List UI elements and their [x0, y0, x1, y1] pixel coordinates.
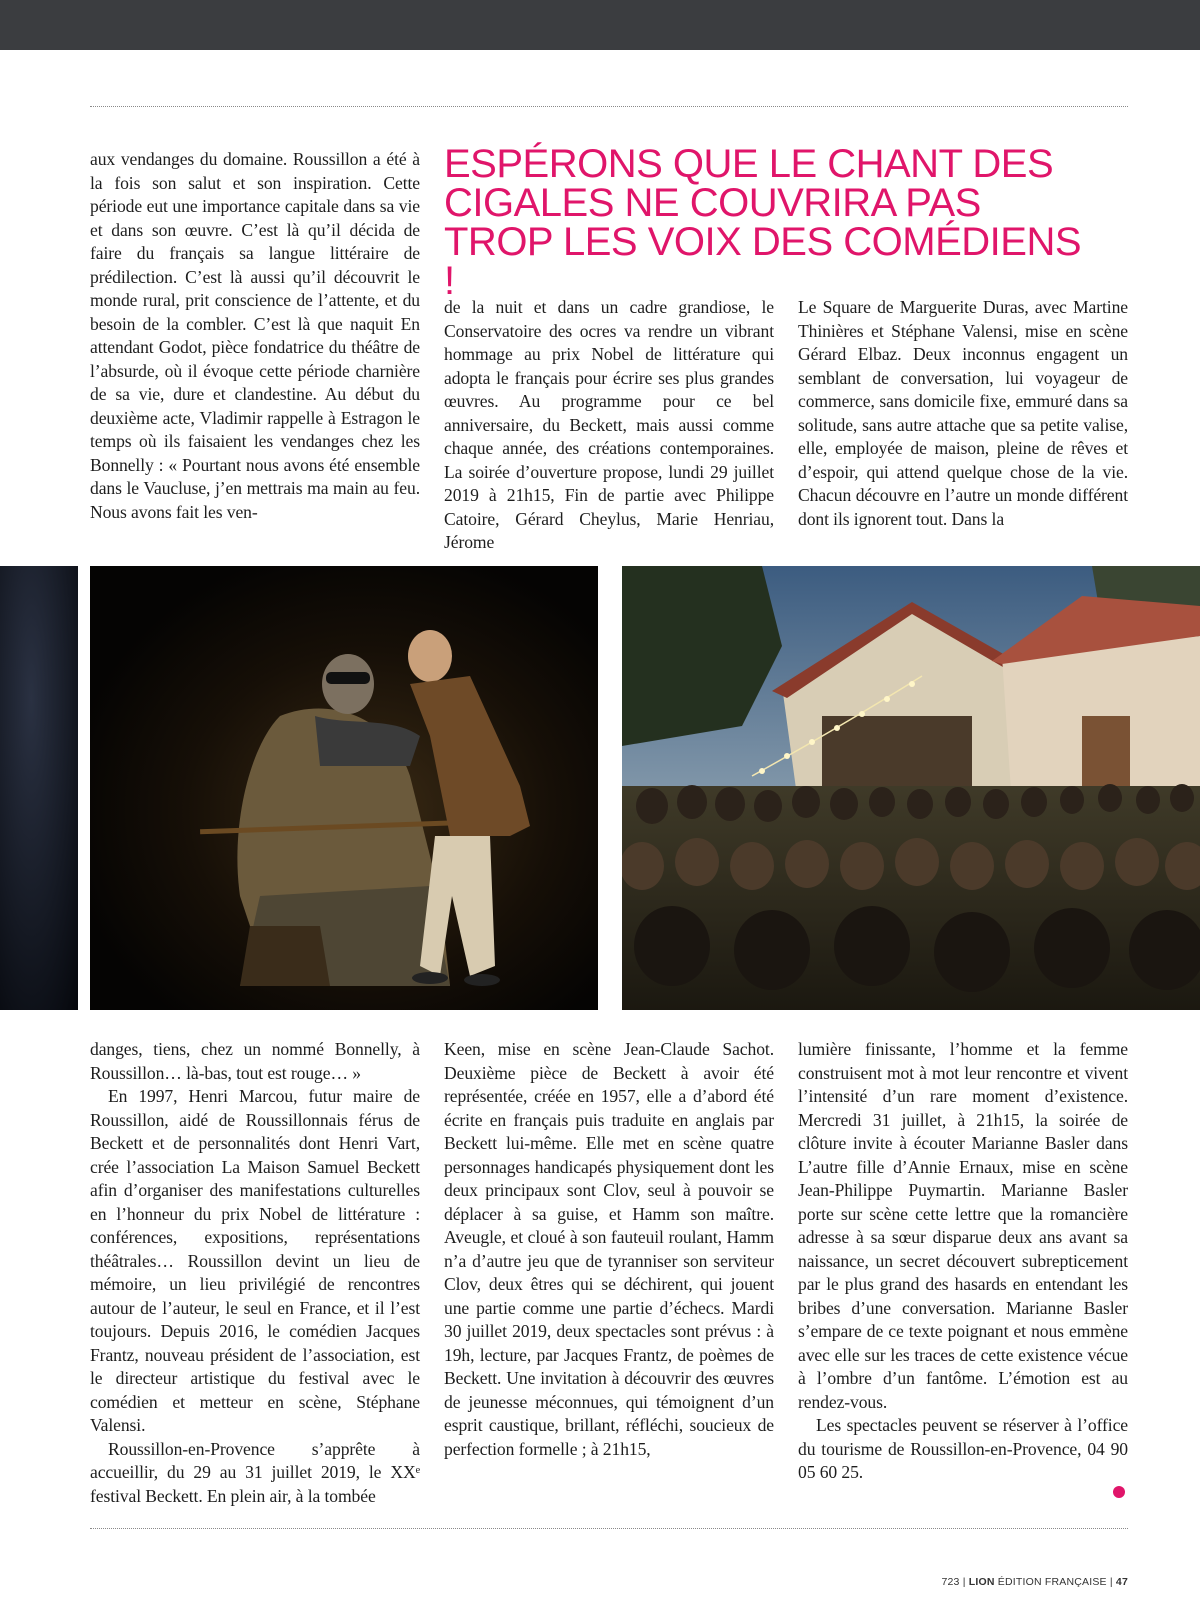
photo-edge-left [0, 566, 78, 1010]
photo-stage-performance [90, 566, 598, 1010]
bottom-divider [90, 1528, 1128, 1529]
page-number: 47 [1115, 1576, 1128, 1588]
paragraph: Keen, mise en scène Jean-Claude Sachot. Deuxième pièce de Beckett à avoir été représentée, créée en 1957, elle a d’abord été écrite en français puis traduite en anglais par Beckett lui-même. Elle met en scène quatre personnages handicapés physiquement dont les deux principaux sont Clov, seul à pouvoir se déplacer à sa guise, et Hamm son maître. Aveugle, et cloué à son fauteuil roulant, Hamm n’a d’autre jeu que de tyranniser son serviteur Clov, deux êtres qui se déchirent, qui jouent une partie comme une partie d’échecs. Mardi 30 juillet 2019, deux spectacles sont prévus : à 19h, lecture, par Jacques Frantz, de poèmes de Beckett. Une invitation à découvrir des œuvres de jeunesse méconnues, qui témoignent d’un esprit caustique, brillant, réfléchi, soucieux de perfection formelle ; à 21h15, [444, 1039, 774, 1459]
article-column-3-top [798, 296, 1128, 531]
top-bar [0, 0, 1200, 50]
paragraph: danges, tiens, chez un nommé Bonnelly, à Roussillon… là-bas, tout est rouge… » [90, 1039, 420, 1083]
paragraph: Le Square de Marguerite Duras, avec Martine Thinières et Stéphane Valensi, mise en scène Gérard Elbaz. Deux inconnus engagent un semblant de conversation, lui voyageur de commerce, sans domicile fixe, emmuré dans sa solitude, sans autre attache que sa petite valise, elle, employée de maison, pleine de rêves et d’espoir, qui attend quelque chose de la vie. Chacun découvre en l’autre un monde différent dont ils ignorent tout. Dans la [798, 297, 1128, 529]
article-column-2-top [444, 296, 774, 555]
paragraph: En 1997, Henri Marcou, futur maire de Roussillon, aidé de Roussillonnais férus de Beckett et de personnalités dont Henri Vart, crée l’association La Maison Samuel Beckett afin d’organiser des manifestations culturelles en l’honneur du prix Nobel de littérature : conférences, expositions, représentations théâtrales… Roussillon devint un lieu de mémoire, un lieu privilégié de rencontres autour de l’auteur, le seul en France, et il l’est toujours. Depuis 2016, le comédien Jacques Frantz, nouveau président de l’association, est le directeur artistique du festival avec le comédien et metteur en scène, Stéphane Valensi. [90, 1086, 420, 1435]
article-column-1-bottom [90, 1038, 420, 1508]
article-column-1-top [90, 148, 420, 524]
paragraph: Roussillon-en-Provence s’apprête à accueillir, du 29 au 31 juillet 2019, le XXᵉ festival Beckett. En plein air, à la tombée [90, 1438, 420, 1506]
end-of-article-dot [1113, 1486, 1125, 1498]
magazine-name: LION [968, 1576, 995, 1588]
pull-quote-headline: ESPÉRONS QUE LE CHANT DES CIGALES NE COUVRIRA PAS TROP LES VOIX DES COMÉDIENS ! [444, 142, 1082, 303]
article-column-2-bottom [444, 1038, 774, 1461]
issue-number: 723 | [941, 1576, 969, 1588]
photo-outdoor-audience [622, 566, 1200, 1010]
paragraph: Les spectacles peuvent se réserver à l’office du tourisme de Roussillon-en-Provence, 04 90 05 60 25. [798, 1415, 1128, 1482]
paragraph: aux vendanges du domaine. Roussillon a été à la fois son salut et son inspiration. Cette période eut une importance capitale dans sa vie et dans son œuvre. C’est là qu’il décida de faire du français sa langue littéraire de prédilection. C’est là aussi qu’il découvrit le monde rural, prit conscience de l’attente, et du besoin de la combler. C’est là que naquit En attendant Godot, pièce fondatrice du théâtre de l’absurde, où il évoque cette période charnière de sa vie, dure et clandestine. Au début du deuxième acte, Vladimir rappelle à Estragon le temps où ils faisaient les vendanges chez les Bonnelly : « Pourtant nous avons été ensemble dans le Vaucluse, j’en mettrais ma main au feu. Nous avons fait les ven- [90, 149, 420, 522]
article-column-3-bottom [798, 1038, 1128, 1485]
top-divider [90, 106, 1128, 107]
paragraph: de la nuit et dans un cadre grandiose, le Conservatoire des ocres va rendre un vibrant hommage au prix Nobel de littérature qui adopta le français pour écrire ses plus grandes œuvres. Au programme pour ce bel anniversaire, du Beckett, mais aussi comme chaque année, des créations contemporaines. La soirée d’ouverture propose, lundi 29 juillet 2019 à 21h15, Fin de partie avec Philippe Catoire, Gérard Cheylus, Marie Henriau, Jérome [444, 297, 774, 552]
edition-label: ÉDITION FRANÇAISE | [994, 1576, 1116, 1588]
paragraph: lumière finissante, l’homme et la femme construisent mot à mot leur rencontre et vivent l’intensité d’un rare moment d’existence. Mercredi 31 juillet, à 21h15, la soirée de clôture invite à écouter Marianne Basler dans L’autre fille d’Annie Ernaux, mise en scène Jean-Philippe Puymartin. Marianne Basler porte sur scène cette lettre que la romancière adresse à sa sœur disparue deux ans avant sa naissance, un secret découvert subrepticement par le plus grand des hasards en entendant les bribes d’une conversation. Marianne Basler s’empare de ce texte poignant et nous emmène avec elle sur les traces de cette existence vécue à l’ombre d’un fantôme. L’émotion est au rendez-vous. [798, 1039, 1128, 1412]
page-footer [941, 1576, 1128, 1588]
